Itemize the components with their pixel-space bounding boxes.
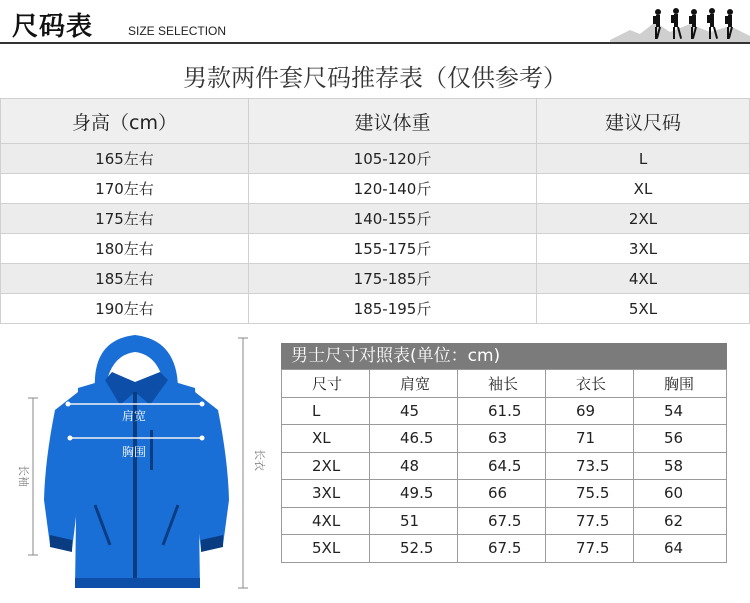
table-row [1, 234, 750, 264]
cell-size: 2XL [282, 452, 370, 480]
cell-chest: 62 [634, 507, 727, 535]
header-size: 建议尺码 [537, 99, 750, 144]
cell-sleeve: 67.5 [458, 535, 546, 563]
cell-shoulder: 52.5 [370, 535, 458, 563]
cell-length: 73.5 [546, 452, 634, 480]
cell-sleeve: 67.5 [458, 507, 546, 535]
table-row [282, 535, 727, 563]
cell-sleeve: 66 [458, 480, 546, 508]
cell-chest: 54 [634, 397, 727, 425]
cell-shoulder: 49.5 [370, 480, 458, 508]
cell-length: 75.5 [546, 480, 634, 508]
hikers-icon [610, 2, 750, 42]
cell-sleeve: 61.5 [458, 397, 546, 425]
header-length: 衣长 [546, 370, 634, 398]
table-row [1, 294, 750, 324]
cell-weight: 105-120斤 [249, 144, 537, 174]
table-header-row [1, 99, 750, 144]
cell-size: 5XL [537, 294, 750, 324]
cell-length: 77.5 [546, 507, 634, 535]
header-subtitle: SIZE SELECTION [128, 24, 227, 38]
table-row [282, 452, 727, 480]
cell-size: L [537, 144, 750, 174]
cell-length: 77.5 [546, 535, 634, 563]
cell-shoulder: 46.5 [370, 425, 458, 453]
table-row [282, 507, 727, 535]
table-row [1, 264, 750, 294]
cell-sleeve: 63 [458, 425, 546, 453]
cell-height: 175左右 [1, 204, 249, 234]
cell-height: 170左右 [1, 174, 249, 204]
cell-chest: 56 [634, 425, 727, 453]
jacket-illustration [0, 330, 275, 603]
label-shoulder: 肩宽 [121, 409, 147, 423]
table-row [282, 397, 727, 425]
header-divider [0, 42, 750, 44]
label-length: 长衣 [253, 449, 266, 471]
label-sleeve: 长袖 [17, 465, 30, 487]
comparison-table [281, 369, 727, 563]
header-sleeve: 袖长 [458, 370, 546, 398]
cell-height: 180左右 [1, 234, 249, 264]
table-row [1, 174, 750, 204]
table-header-row [282, 370, 727, 398]
header-weight: 建议体重 [249, 99, 537, 144]
cell-size: 5XL [282, 535, 370, 563]
cell-weight: 185-195斤 [249, 294, 537, 324]
cell-chest: 64 [634, 535, 727, 563]
comparison-title: 男士尺寸对照表(单位：cm) [281, 343, 727, 369]
cell-size: 4XL [537, 264, 750, 294]
cell-shoulder: 51 [370, 507, 458, 535]
cell-weight: 140-155斤 [249, 204, 537, 234]
cell-shoulder: 45 [370, 397, 458, 425]
recommend-title: 男款两件套尺码推荐表（仅供参考） [183, 64, 567, 92]
header-chest: 胸围 [634, 370, 727, 398]
cell-size: 2XL [537, 204, 750, 234]
cell-chest: 58 [634, 452, 727, 480]
cell-size: 4XL [282, 507, 370, 535]
label-chest: 胸围 [121, 445, 147, 459]
cell-height: 185左右 [1, 264, 249, 294]
cell-size: 3XL [537, 234, 750, 264]
cell-chest: 60 [634, 480, 727, 508]
cell-height: 165左右 [1, 144, 249, 174]
header-shoulder: 肩宽 [370, 370, 458, 398]
cell-size: 3XL [282, 480, 370, 508]
cell-weight: 120-140斤 [249, 174, 537, 204]
cell-size: XL [537, 174, 750, 204]
table-row [282, 480, 727, 508]
cell-sleeve: 64.5 [458, 452, 546, 480]
cell-weight: 175-185斤 [249, 264, 537, 294]
cell-size: L [282, 397, 370, 425]
header-height: 身高（cm） [1, 99, 249, 144]
cell-length: 69 [546, 397, 634, 425]
cell-weight: 155-175斤 [249, 234, 537, 264]
table-row [1, 204, 750, 234]
recommend-table [0, 98, 750, 324]
table-row [282, 425, 727, 453]
cell-length: 71 [546, 425, 634, 453]
header [0, 0, 750, 44]
cell-shoulder: 48 [370, 452, 458, 480]
header-size: 尺寸 [282, 370, 370, 398]
cell-height: 190左右 [1, 294, 249, 324]
cell-size: XL [282, 425, 370, 453]
header-title: 尺码表 [12, 12, 94, 42]
table-row [1, 144, 750, 174]
